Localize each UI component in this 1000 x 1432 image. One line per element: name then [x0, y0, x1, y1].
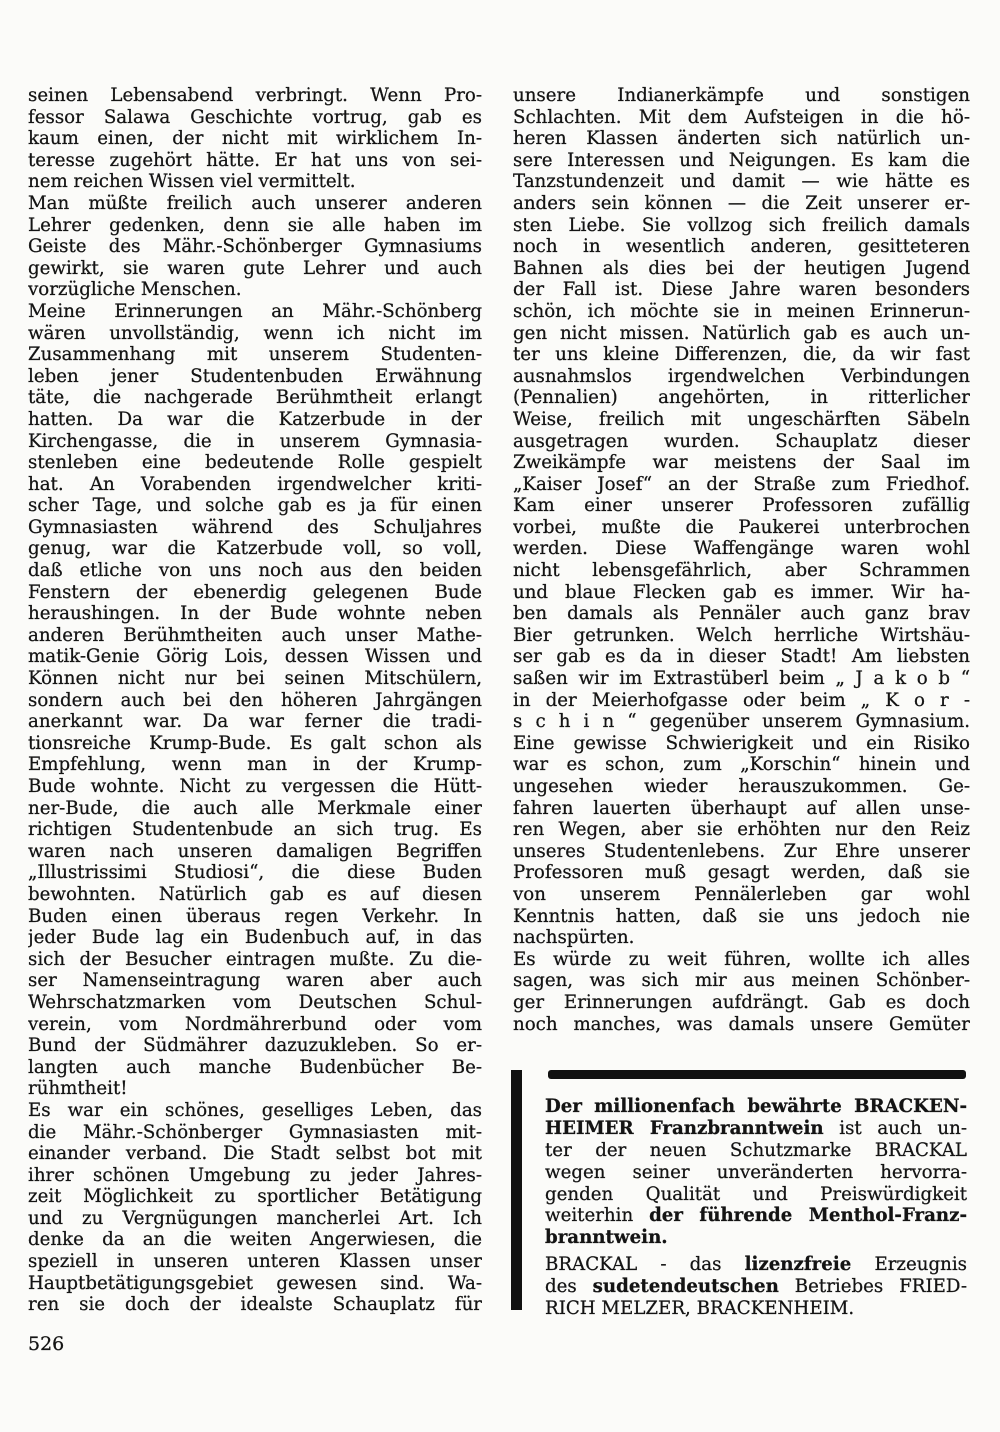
text-line: denke da an die weiten Angerwiesen, die: [28, 1229, 482, 1251]
text-line: sere Interessen und Neigungen. Es kam die: [513, 149, 970, 171]
text-line: sondern auch bei den höheren Jahrgängen: [28, 689, 482, 711]
ad-text-line: [545, 1184, 967, 1206]
text-line: rühmtheit!: [28, 1078, 128, 1100]
text-line: heren Klassen änderten sich natürlich un-: [513, 128, 970, 150]
text-line: Es würde zu weit führen, wollte ich alles: [513, 948, 970, 970]
ad-text-line: [545, 1205, 967, 1227]
text-line: täte, die nachgerade Berühmtheit erlangt: [28, 387, 482, 409]
ad-bold-text: Der millionenfach bewährte BRACKEN-: [545, 1096, 967, 1117]
text-line: Bund der Südmährer dazuzukleben. So er-: [28, 1035, 482, 1057]
text-line: anderen Berühmtheiten auch unser Mathe-: [28, 624, 482, 646]
article-left-column: [28, 85, 482, 1316]
text-line: Können nicht nur bei seinen Mitschülern,: [28, 668, 482, 690]
text-line: und blaue Flecken gab es immer. Wir ha-: [513, 581, 970, 603]
ad-text: des: [545, 1276, 593, 1298]
ad-bold-text: lizenzfreie: [744, 1254, 852, 1276]
text-line: ger Erinnerungen aufdrängt. Gab es doch: [513, 991, 970, 1013]
article-right-column: [513, 85, 970, 1035]
text-line: ausgetragen wurden. Schauplatz dieser: [513, 430, 970, 452]
text-line: der Fall ist. Diese Jahre waren besonders: [513, 279, 970, 301]
text-line: Geiste des Mähr.-Schönberger Gymnasiums: [28, 236, 482, 258]
text-line: ausnahmslos irgendwelchen Verbindungen: [513, 365, 970, 387]
ad-text: Betriebes FRIED-: [778, 1276, 967, 1298]
ad-text: ist auch un-: [823, 1117, 967, 1139]
text-line: speziell in unseren unteren Klassen unser: [28, 1251, 482, 1273]
text-line: (Pennalien) angehörten, in ritterlicher: [513, 387, 970, 409]
ad-text-line: [545, 1298, 967, 1320]
ad-text: ter der neuen Schutzmarke BRACKAL: [545, 1139, 967, 1161]
ad-vertical-rule: [511, 1070, 522, 1310]
ad-text: genden Qualität und Preiswürdigkeit: [545, 1183, 967, 1205]
text-line: schön, ich möchte sie in meinen Erinnerun-: [513, 300, 970, 322]
text-line: vorzügliche Menschen.: [28, 279, 242, 301]
text-line: langten auch manche Budenbücher Be-: [28, 1056, 482, 1078]
text-line: teresse zugehört hätte. Er hat uns von sei-: [28, 149, 482, 171]
text-line: fahren lauerten überhaupt auf allen unse-: [513, 797, 970, 819]
text-line: Schlachten. Mit dem Aufsteigen in die hö-: [513, 106, 970, 128]
ad-text: RICH MELZER, BRACKENHEIM.: [545, 1298, 855, 1320]
text-line: die Mähr.-Schönberger Gymnasiasten mit-: [28, 1121, 482, 1143]
ad-horizontal-rule: [548, 1070, 966, 1079]
text-line: hat. An Vorabenden irgendwelcher kriti-: [28, 473, 482, 495]
text-line: sten Liebe. Sie vollzog sich freilich damals: [513, 214, 970, 236]
text-line: richtigen Studentenbude an sich trug. Es: [28, 819, 482, 841]
text-line: heraushingen. In der Bude wohnte neben: [28, 603, 482, 625]
text-line: Zweikämpfe war meistens der Saal im: [513, 452, 970, 474]
text-line: ungesehen wieder herauszukommen. Ge-: [513, 776, 970, 797]
text-line: anders sein können — die Zeit unserer er-: [513, 192, 970, 214]
text-line: bewohnten. Natürlich gab es auf diesen: [28, 883, 482, 905]
text-line: noch in wesentlich anderen, gesitteteren: [513, 236, 970, 258]
text-line: daß etliche von uns noch aus den beiden: [28, 560, 482, 582]
text-line: s c h i n “ gegenüber unserem Gymnasium.: [513, 711, 970, 733]
text-line: sich der Besucher eintragen mußte. Zu die-: [28, 948, 482, 970]
text-line: vorbei, mußte die Paukerei unterbrochen: [513, 516, 970, 538]
text-line: Kenntnis hatten, daß sie uns jedoch nie: [513, 905, 970, 927]
text-line: von unserem Pennälerleben gar wohl: [513, 883, 970, 905]
text-line: ren sie doch der idealste Schauplatz für: [28, 1294, 482, 1316]
text-line: ihrer schönen Umgebung zu jeder Jahres-: [28, 1164, 482, 1186]
text-line: wären unvollständig, wenn ich nicht im: [28, 322, 482, 344]
text-line: „Illustrissimi Studiosi“, die diese Buden: [28, 862, 482, 884]
text-line: Gymnasiasten während des Schuljahres: [28, 516, 482, 538]
ad-text-line: [545, 1254, 967, 1276]
text-line: „Kaiser Josef“ an der Straße zum Friedhof.: [513, 473, 970, 495]
text-line: waren nach unseren damaligen Begriffen: [28, 840, 482, 862]
text-line: und zu Vergnügungen mancherlei Art. Ich: [28, 1207, 482, 1229]
text-line: Kirchengasse, die in unserem Gymnasia-: [28, 430, 482, 452]
text-line: Weise, freilich mit ungeschärften Säbeln: [513, 408, 970, 430]
text-line: jeder Bude lag ein Budenbuch auf, in das: [28, 927, 482, 949]
text-line: Man müßte freilich auch unserer anderen: [28, 192, 482, 214]
text-line: Professoren muß gesagt werden, daß sie: [513, 862, 970, 884]
text-line: Fenstern der ebenerdig gelegenen Bude: [28, 581, 482, 603]
text-line: noch manches, was damals unsere Gemüter: [513, 1013, 970, 1035]
text-line: gewirkt, sie waren gute Lehrer und auch: [28, 257, 482, 279]
ad-text-line: [545, 1162, 967, 1184]
text-line: anerkannt war. Da war ferner die tradi-: [28, 711, 482, 733]
text-line: ser Namenseintragung waren aber auch: [28, 970, 482, 992]
ad-text-line: [545, 1096, 967, 1118]
text-line: ser gab es da in dieser Stadt! Am liebsten: [513, 646, 970, 668]
text-line: Bude wohnte. Nicht zu vergessen die Hütt-: [28, 776, 482, 797]
ad-text: Erzeugnis: [851, 1254, 967, 1276]
text-line: ter uns kleine Differenzen, die, da wir fast: [513, 344, 970, 366]
ad-text-line: [545, 1140, 967, 1162]
text-line: nachspürten.: [513, 927, 635, 949]
text-line: Tanzstundenzeit und damit — wie hätte es: [513, 171, 970, 193]
text-line: Wehrschatzmarken vom Deutschen Schul-: [28, 991, 482, 1013]
text-line: kaum einen, der nicht mit wirklichem In-: [28, 128, 482, 150]
text-line: unsere Indianerkämpfe und sonstigen: [513, 85, 970, 106]
text-line: seinen Lebensabend verbringt. Wenn Pro-: [28, 85, 482, 106]
text-line: ner-Bude, die auch alle Merkmale einer: [28, 797, 482, 819]
text-line: tionsreiche Krump-Bude. Es galt schon als: [28, 732, 482, 754]
text-line: verein, vom Nordmährerbund oder vom: [28, 1013, 482, 1035]
text-line: genug, war die Katzerbude voll, so voll,: [28, 538, 482, 560]
ad-text-line: [545, 1276, 967, 1298]
text-line: leben jener Studentenbuden Erwähnung: [28, 365, 482, 387]
text-line: Zusammenhang mit unserem Studenten-: [28, 344, 482, 366]
ad-text: BRACKAL - das: [545, 1254, 745, 1276]
text-line: nicht lebensgefährlich, aber Schrammen: [513, 560, 970, 582]
text-line: sagen, was sich mir aus meinen Schönber-: [513, 970, 970, 992]
ad-text-line: [545, 1118, 967, 1140]
text-line: Bahnen als dies bei der heutigen Jugend: [513, 257, 970, 279]
ad-text-line: [545, 1227, 967, 1249]
text-line: hatten. Da war die Katzerbude in der: [28, 408, 482, 430]
page-number: 526: [28, 1333, 65, 1355]
text-line: saßen wir im Extrastüberl beim „ J a k o b “: [513, 668, 970, 690]
ad-bold-text: der führende Menthol-Franz-: [649, 1205, 967, 1227]
text-line: Lehrer gedenken, denn sie alle haben im: [28, 214, 482, 236]
ad-text: weiterhin: [545, 1205, 650, 1227]
text-line: Hauptbetätigungsgebiet gewesen sind. Wa-: [28, 1272, 482, 1294]
text-line: war es schon, zum „Korschin“ hinein und: [513, 754, 970, 776]
text-line: Es war ein schönes, geselliges Leben, das: [28, 1099, 482, 1121]
ad-bold-text: HEIMER Franzbranntwein: [545, 1117, 824, 1139]
text-line: werden. Diese Waffengänge waren wohl: [513, 538, 970, 560]
text-line: nem reichen Wissen viel vermittelt.: [28, 171, 356, 193]
text-line: Bier getrunken. Welch herrliche Wirtshäu-: [513, 624, 970, 646]
advertisement-box: [545, 1096, 967, 1320]
text-line: fessor Salawa Geschichte vortrug, gab es: [28, 106, 482, 128]
text-line: unseres Studentenlebens. Zur Ehre unserer: [513, 840, 970, 862]
text-line: matik-Genie Görig Lois, dessen Wissen und: [28, 646, 482, 668]
text-line: gen nicht missen. Natürlich gab es auch un-: [513, 322, 970, 344]
ad-bold-text: branntwein.: [545, 1227, 668, 1249]
text-line: Meine Erinnerungen an Mähr.-Schönberg: [28, 300, 482, 322]
text-line: Buden einen überaus regen Verkehr. In: [28, 905, 482, 927]
text-line: Eine gewisse Schwierigkeit und ein Risiko: [513, 732, 970, 754]
text-line: Kam einer unserer Professoren zufällig: [513, 495, 970, 517]
text-line: scher Tage, und solche gab es ja für einen: [28, 495, 482, 517]
text-line: ren Wegen, aber sie erhöhten nur den Reiz: [513, 819, 970, 841]
ad-bold-text: sudetendeutschen: [592, 1276, 779, 1298]
text-line: stenleben eine bedeutende Rolle gespielt: [28, 452, 482, 474]
text-line: Empfehlung, wenn man in der Krump-: [28, 754, 482, 776]
text-line: zeit Möglichkeit zu sportlicher Betätigung: [28, 1186, 482, 1208]
text-line: einander verband. Die Stadt selbst bot mit: [28, 1143, 482, 1165]
text-line: in der Meierhofgasse oder beim „ K o r -: [513, 689, 970, 711]
ad-text: wegen seiner unveränderten hervorra-: [545, 1161, 967, 1183]
text-line: ben damals als Pennäler auch ganz brav: [513, 603, 970, 625]
